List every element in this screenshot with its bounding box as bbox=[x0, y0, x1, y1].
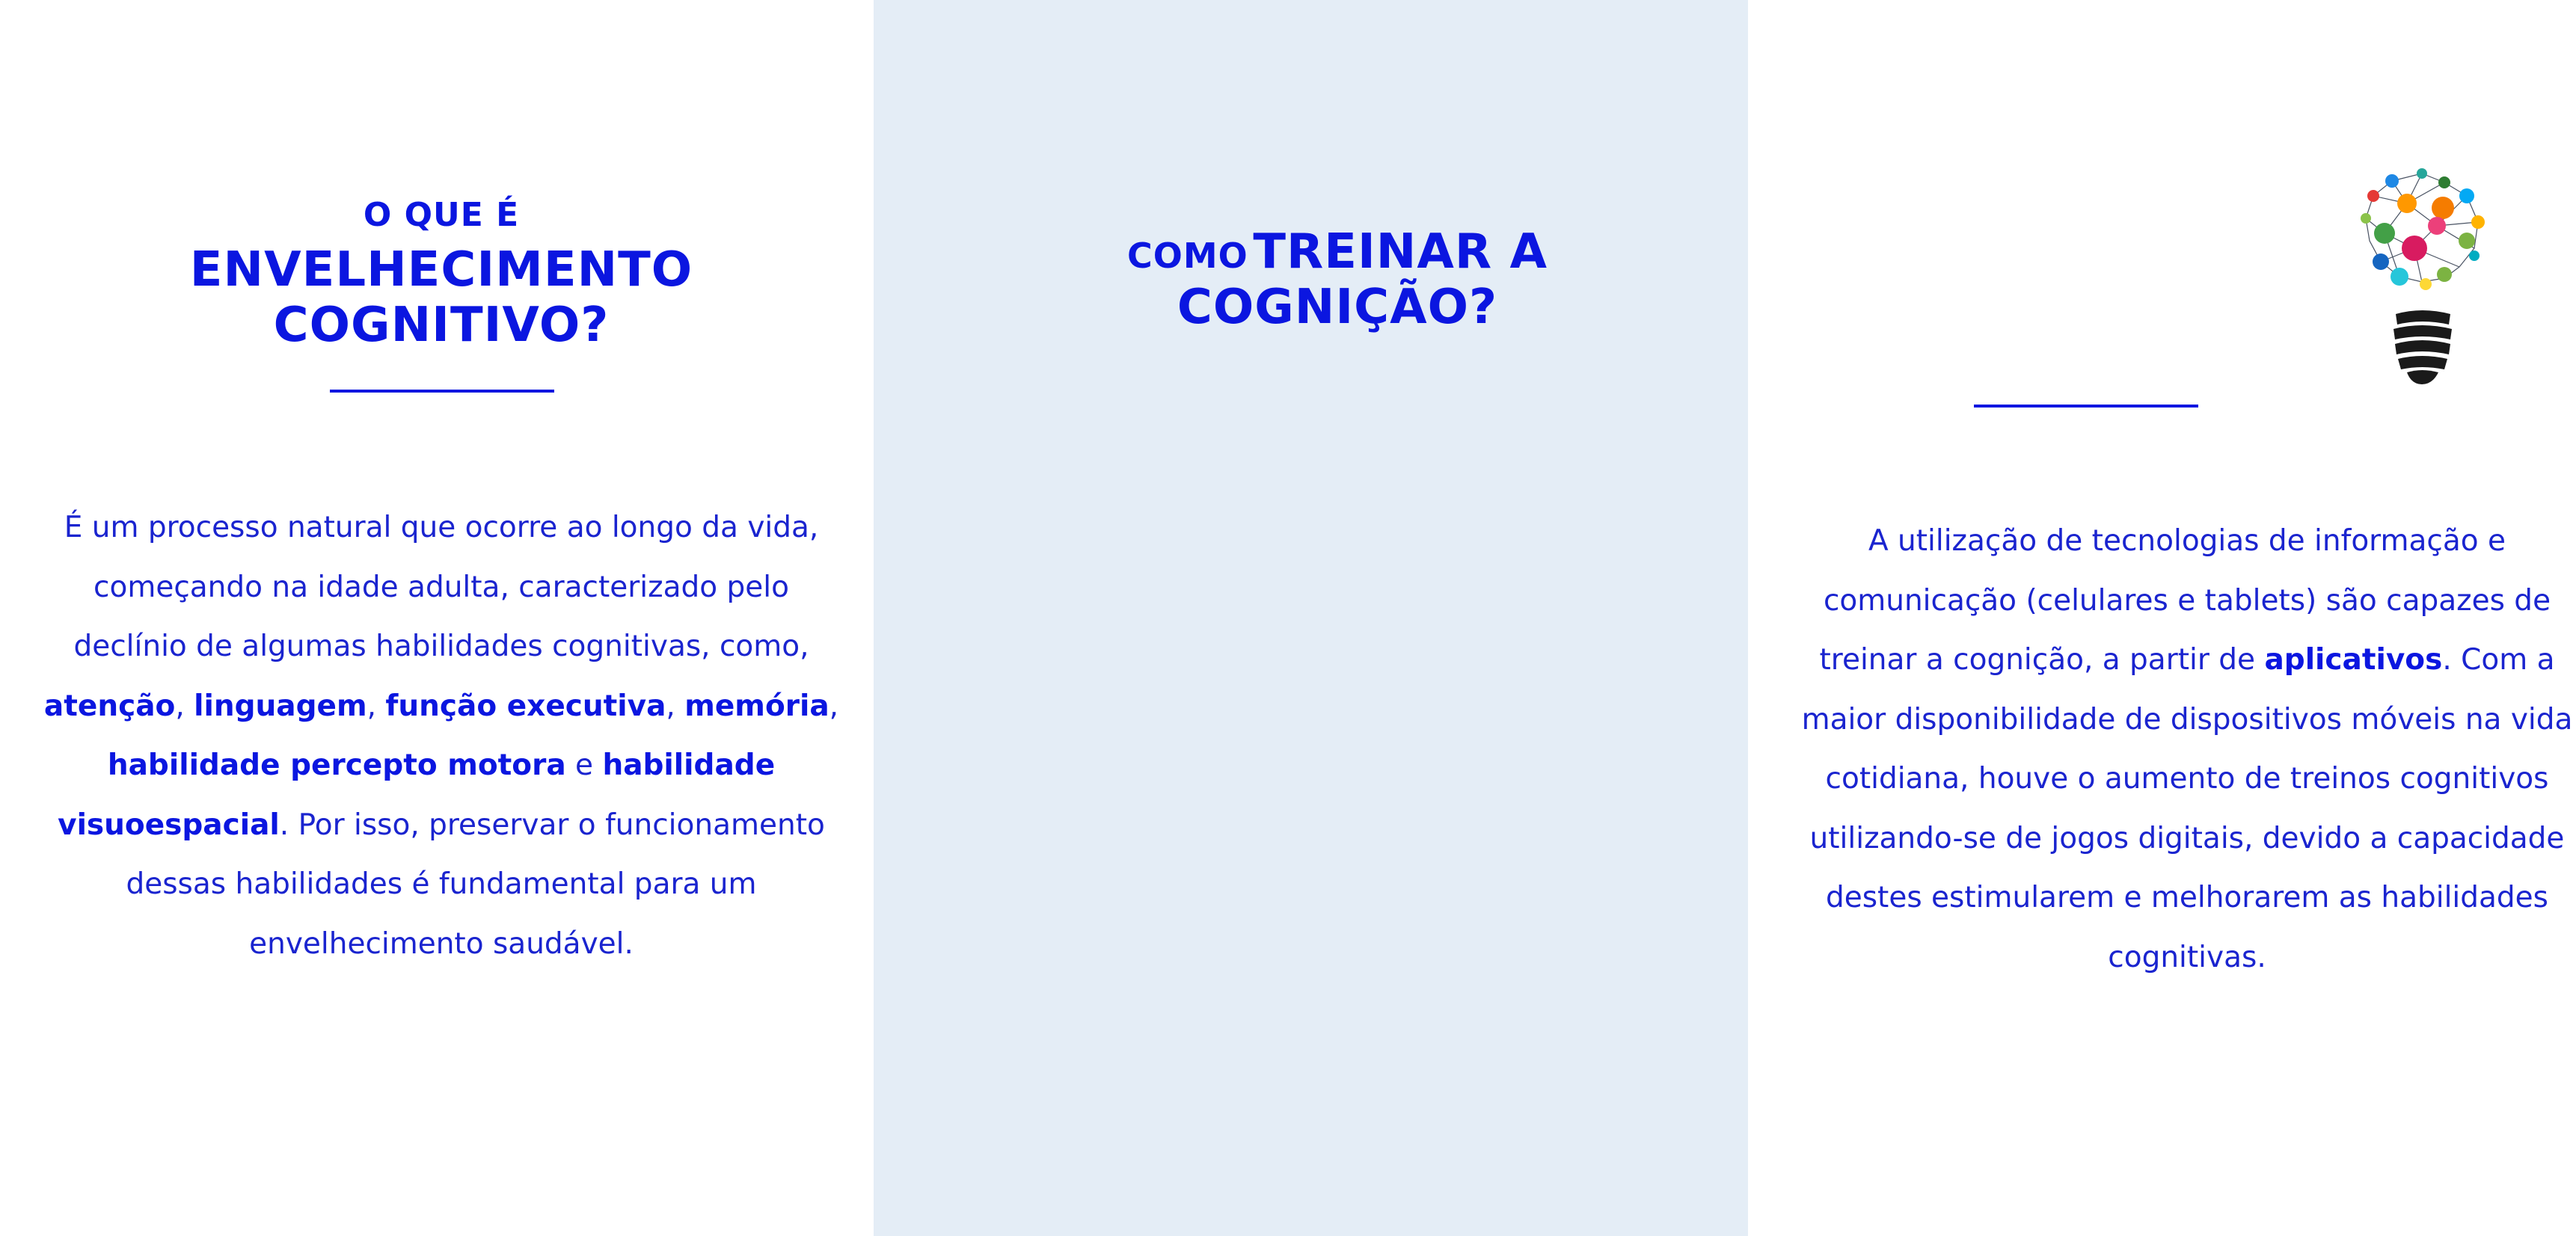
left-divider bbox=[330, 390, 554, 393]
text-segment: , bbox=[367, 689, 386, 723]
right-title-line1: TREINAR A bbox=[1253, 224, 1548, 280]
keyword-memory: memória bbox=[684, 689, 829, 723]
right-title-small: COMO bbox=[1127, 236, 1248, 276]
keyword-perceptual-motor: habilidade percepto motora bbox=[107, 748, 566, 782]
left-title-line2: COGNITIVO? bbox=[273, 298, 610, 353]
keyword-attention: atenção bbox=[43, 689, 176, 723]
text-segment: . Por isso, preservar o funcionamento dessas habilidades é fundamental para um envelhecimento saudável. bbox=[126, 808, 825, 961]
right-title bbox=[1008, 224, 1666, 335]
right-divider bbox=[1974, 405, 2198, 408]
keyword-executive-function: função executiva bbox=[385, 689, 666, 723]
text-segment: A utilização de tecnologias de informação e comunicação (celulares e tablets) são capazes de treinar a cognição, a partir de bbox=[1819, 524, 2551, 677]
left-title-line1: ENVELHECIMENTO bbox=[189, 242, 693, 298]
text-segment: É um processo natural que ocorre ao longo da vida, começando na idade adulta, caracterizado pelo declínio de algumas habilidades cognitivas, como, bbox=[64, 511, 819, 663]
right-panel bbox=[874, 0, 2573, 1236]
right-body-text bbox=[1798, 511, 2576, 987]
text-segment: , bbox=[175, 689, 194, 723]
left-title bbox=[135, 196, 748, 353]
text-segment: e bbox=[565, 748, 603, 782]
keyword-apps: aplicativos bbox=[2264, 643, 2443, 677]
text-segment: , bbox=[829, 689, 839, 723]
left-body-text bbox=[37, 498, 845, 974]
left-title-small: O QUE É bbox=[363, 196, 520, 234]
text-segment: , bbox=[666, 689, 685, 723]
keyword-visuospatial: habilidade visuoespacial bbox=[58, 748, 776, 842]
lightbulb-network-icon bbox=[2355, 166, 2489, 386]
left-panel bbox=[0, 0, 874, 1236]
keyword-language: linguagem bbox=[194, 689, 367, 723]
right-title-line2: COGNIÇÃO? bbox=[1177, 280, 1498, 335]
text-segment: . Com a maior disponibilidade de dispositivos móveis na vida cotidiana, houve o aumento de treinos cognitivos utilizando-se de jogos digitais, devido a capacidade destes estimularem e melhorarem as habilidades cognitivas. bbox=[1801, 643, 2573, 974]
